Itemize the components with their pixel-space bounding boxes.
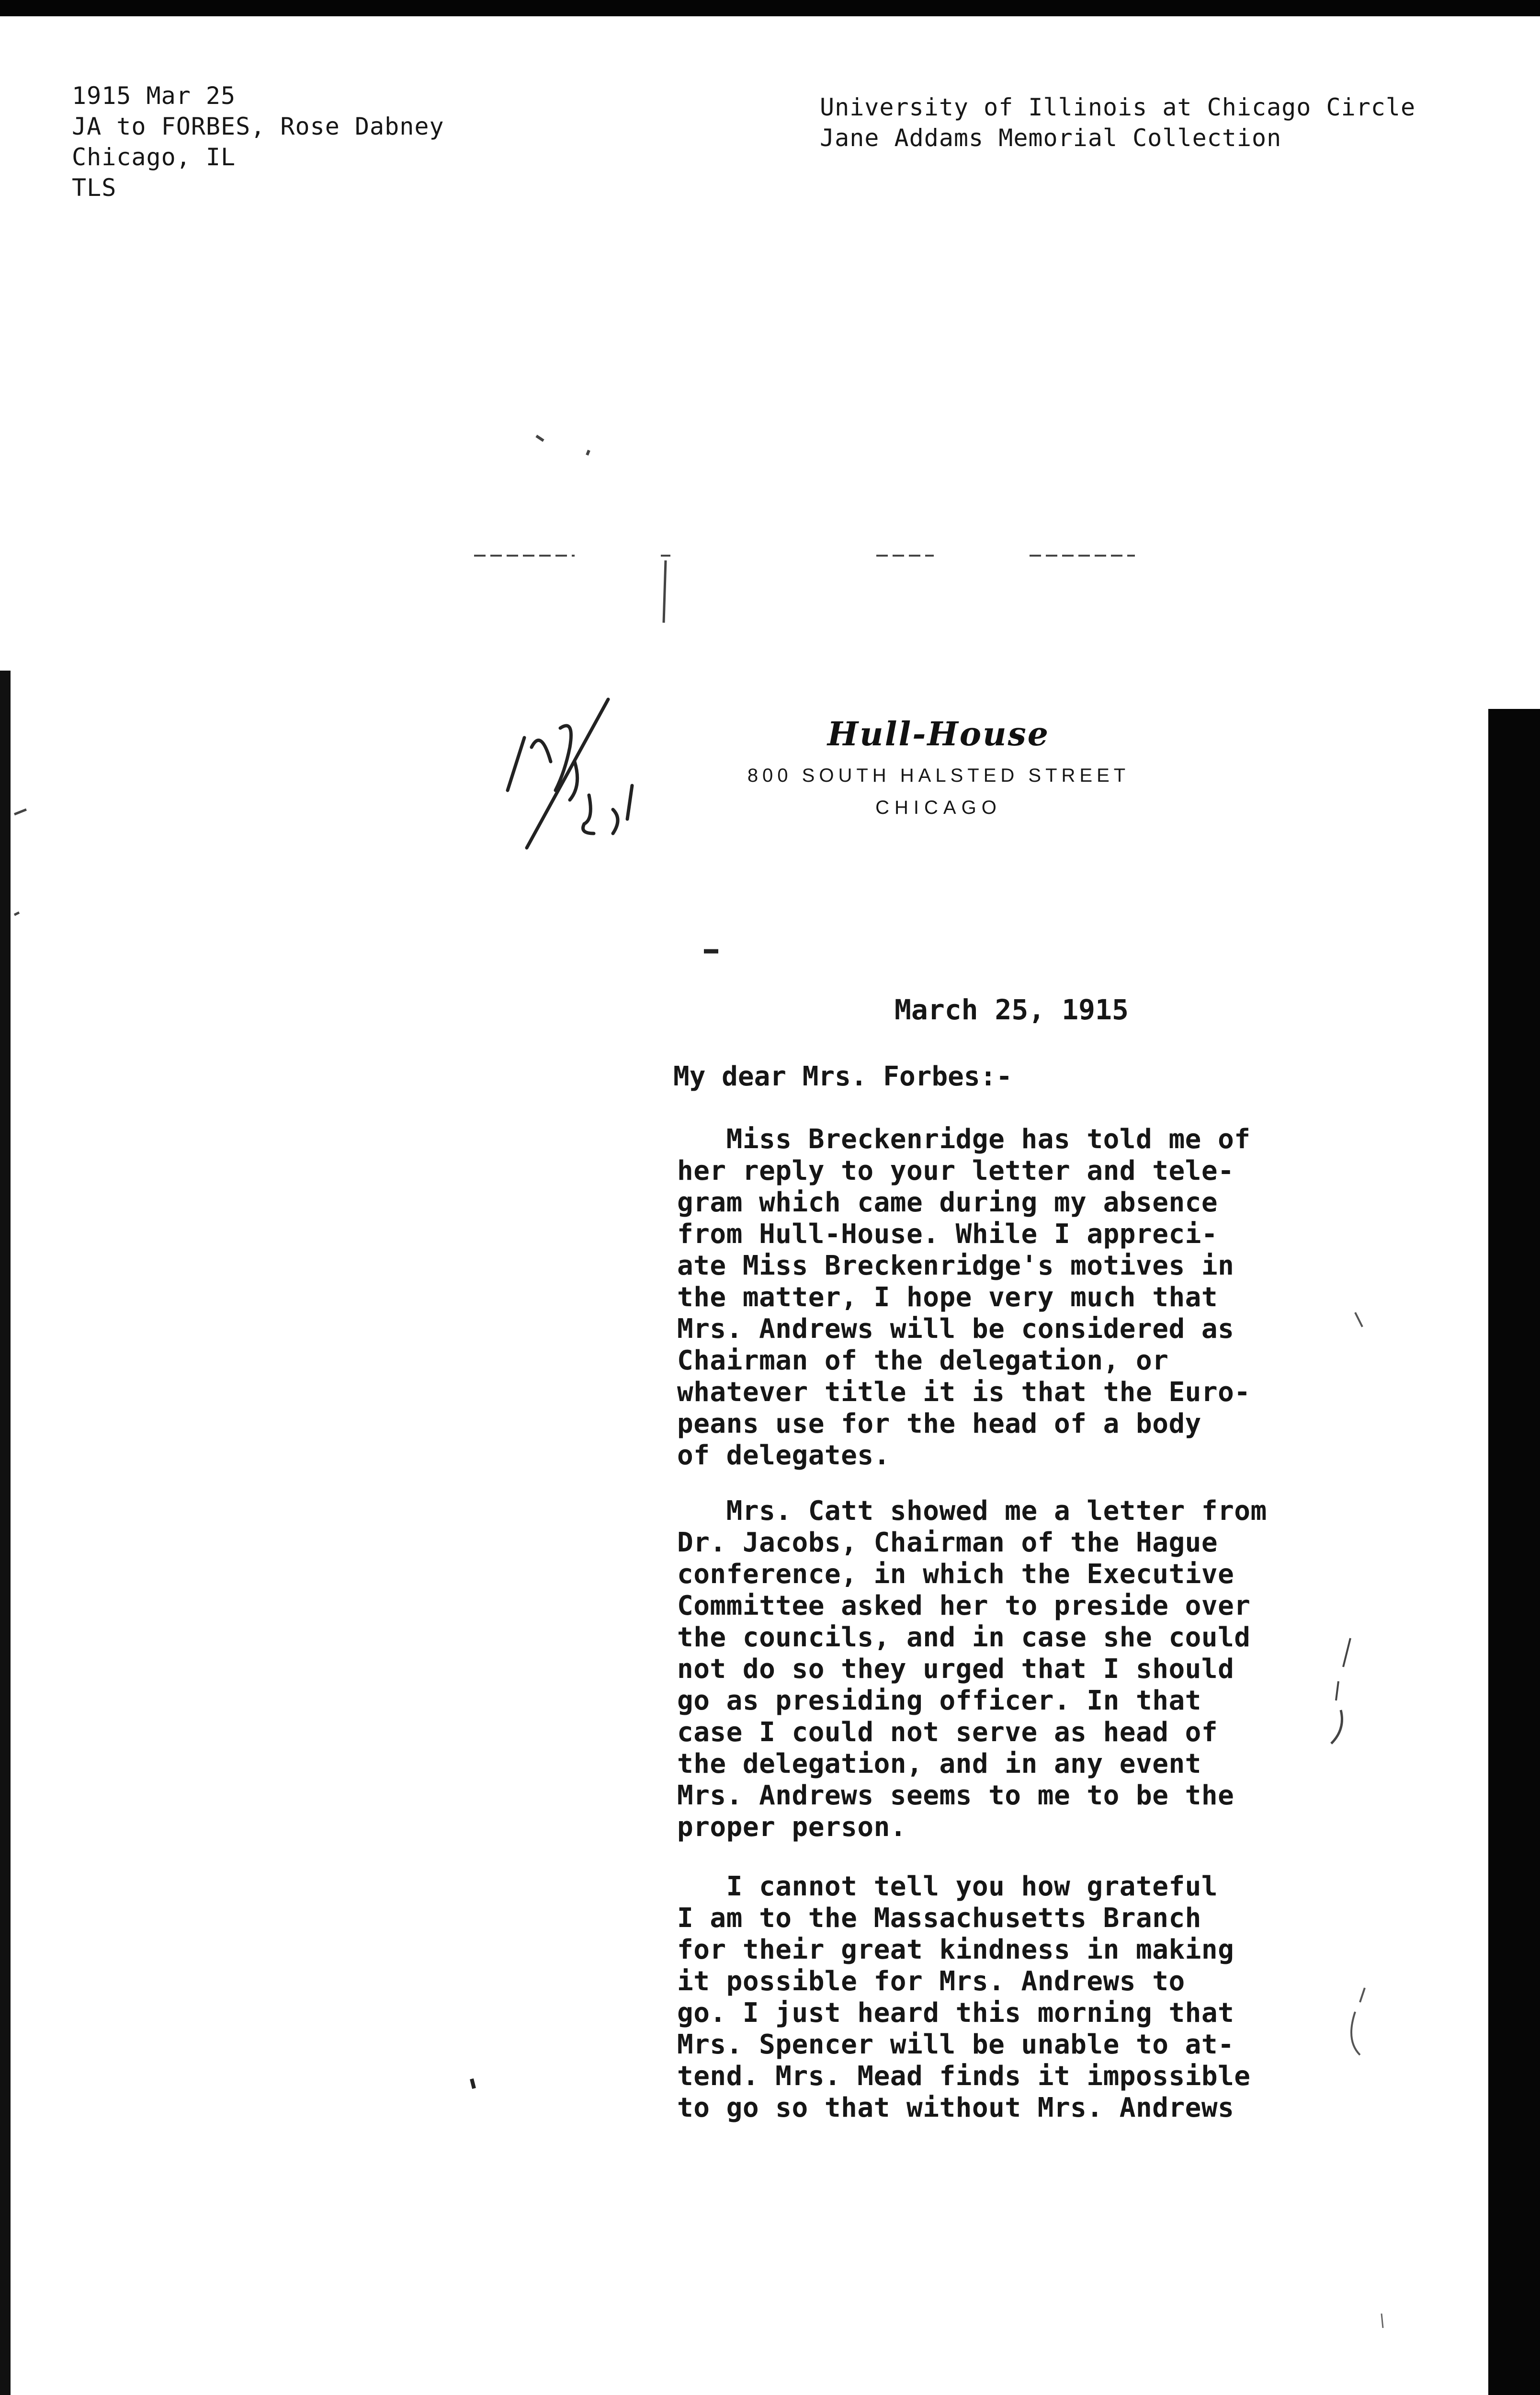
archive-info [820, 92, 1415, 153]
archive-institution: University of Illinois at Chicago Circle [820, 93, 1416, 121]
text-line: the councils, and in case she could [677, 1622, 1251, 1653]
text-line: the matter, I hope very much that [677, 1282, 1218, 1313]
text-line: go as presiding officer. In that [677, 1685, 1201, 1716]
text-line: go. I just heard this morning that [677, 1997, 1234, 2029]
letterhead-name: Hull-House [827, 715, 1050, 753]
text-line: Mrs. Andrews will be considered as [677, 1313, 1234, 1345]
text-line: to go so that without Mrs. Andrews [677, 2092, 1234, 2123]
letterhead [728, 713, 1149, 823]
text-line: of delegates. [677, 1440, 890, 1471]
text-line: Chairman of the delegation, or [677, 1345, 1169, 1376]
text-line: ate Miss Breckenridge's motives in [677, 1250, 1234, 1281]
text-line: Mrs. Catt showed me a letter from [677, 1495, 1267, 1527]
scan-border-top [0, 0, 1540, 16]
text-line: Mrs. Spencer will be unable to at- [677, 2029, 1234, 2060]
letterhead-city: CHICAGO [875, 797, 1002, 818]
catalog-correspondents: JA to FORBES, Rose Dabney [72, 113, 444, 140]
text-line: not do so they urged that I should [677, 1654, 1234, 1685]
letterhead-street: 800 SOUTH HALSTED STREET [747, 765, 1130, 786]
catalog-place: Chicago, IL [72, 143, 236, 171]
text-line: I cannot tell you how grateful [677, 1871, 1218, 1902]
text-line: Mrs. Andrews seems to me to be the [677, 1780, 1234, 1811]
text-line: whatever title it is that the Euro- [677, 1377, 1251, 1408]
letter-paragraph-2 [677, 1495, 1267, 1843]
text-line: gram which came during my absence [677, 1187, 1218, 1218]
text-line: for their great kindness in making [677, 1934, 1234, 1965]
text-line: proper person. [677, 1812, 907, 1843]
catalog-info [72, 80, 444, 203]
catalog-type: TLS [72, 174, 117, 202]
text-line: peans use for the head of a body [677, 1408, 1201, 1439]
scan-border-right [1488, 709, 1540, 2395]
text-line: from Hull-House. While I appreci- [677, 1219, 1218, 1250]
text-line: Miss Breckenridge has told me of [677, 1124, 1251, 1155]
text-line: I am to the Massachusetts Branch [677, 1903, 1201, 1934]
scan-border-left [0, 671, 11, 2395]
text-line: tend. Mrs. Mead finds it impossible [677, 2061, 1251, 2092]
letter-paragraph-1 [677, 1124, 1251, 1471]
text-line: the delegation, and in any event [677, 1748, 1201, 1779]
letter-date: March 25, 1915 [895, 993, 1129, 1026]
text-line: case I could not serve as head of [677, 1717, 1218, 1748]
text-line: conference, in which the Executive [677, 1559, 1234, 1590]
text-line: Committee asked her to preside over [677, 1590, 1251, 1621]
catalog-date: 1915 Mar 25 [72, 82, 236, 110]
handwritten-annotation [498, 690, 670, 862]
letter-paragraph-3 [677, 1871, 1251, 2124]
letter-salutation: My dear Mrs. Forbes:- [673, 1061, 1013, 1092]
text-line: it possible for Mrs. Andrews to [677, 1966, 1185, 1997]
text-line: her reply to your letter and tele- [677, 1155, 1234, 1186]
text-line: Dr. Jacobs, Chairman of the Hague [677, 1527, 1218, 1558]
archive-collection: Jane Addams Memorial Collection [820, 124, 1282, 152]
